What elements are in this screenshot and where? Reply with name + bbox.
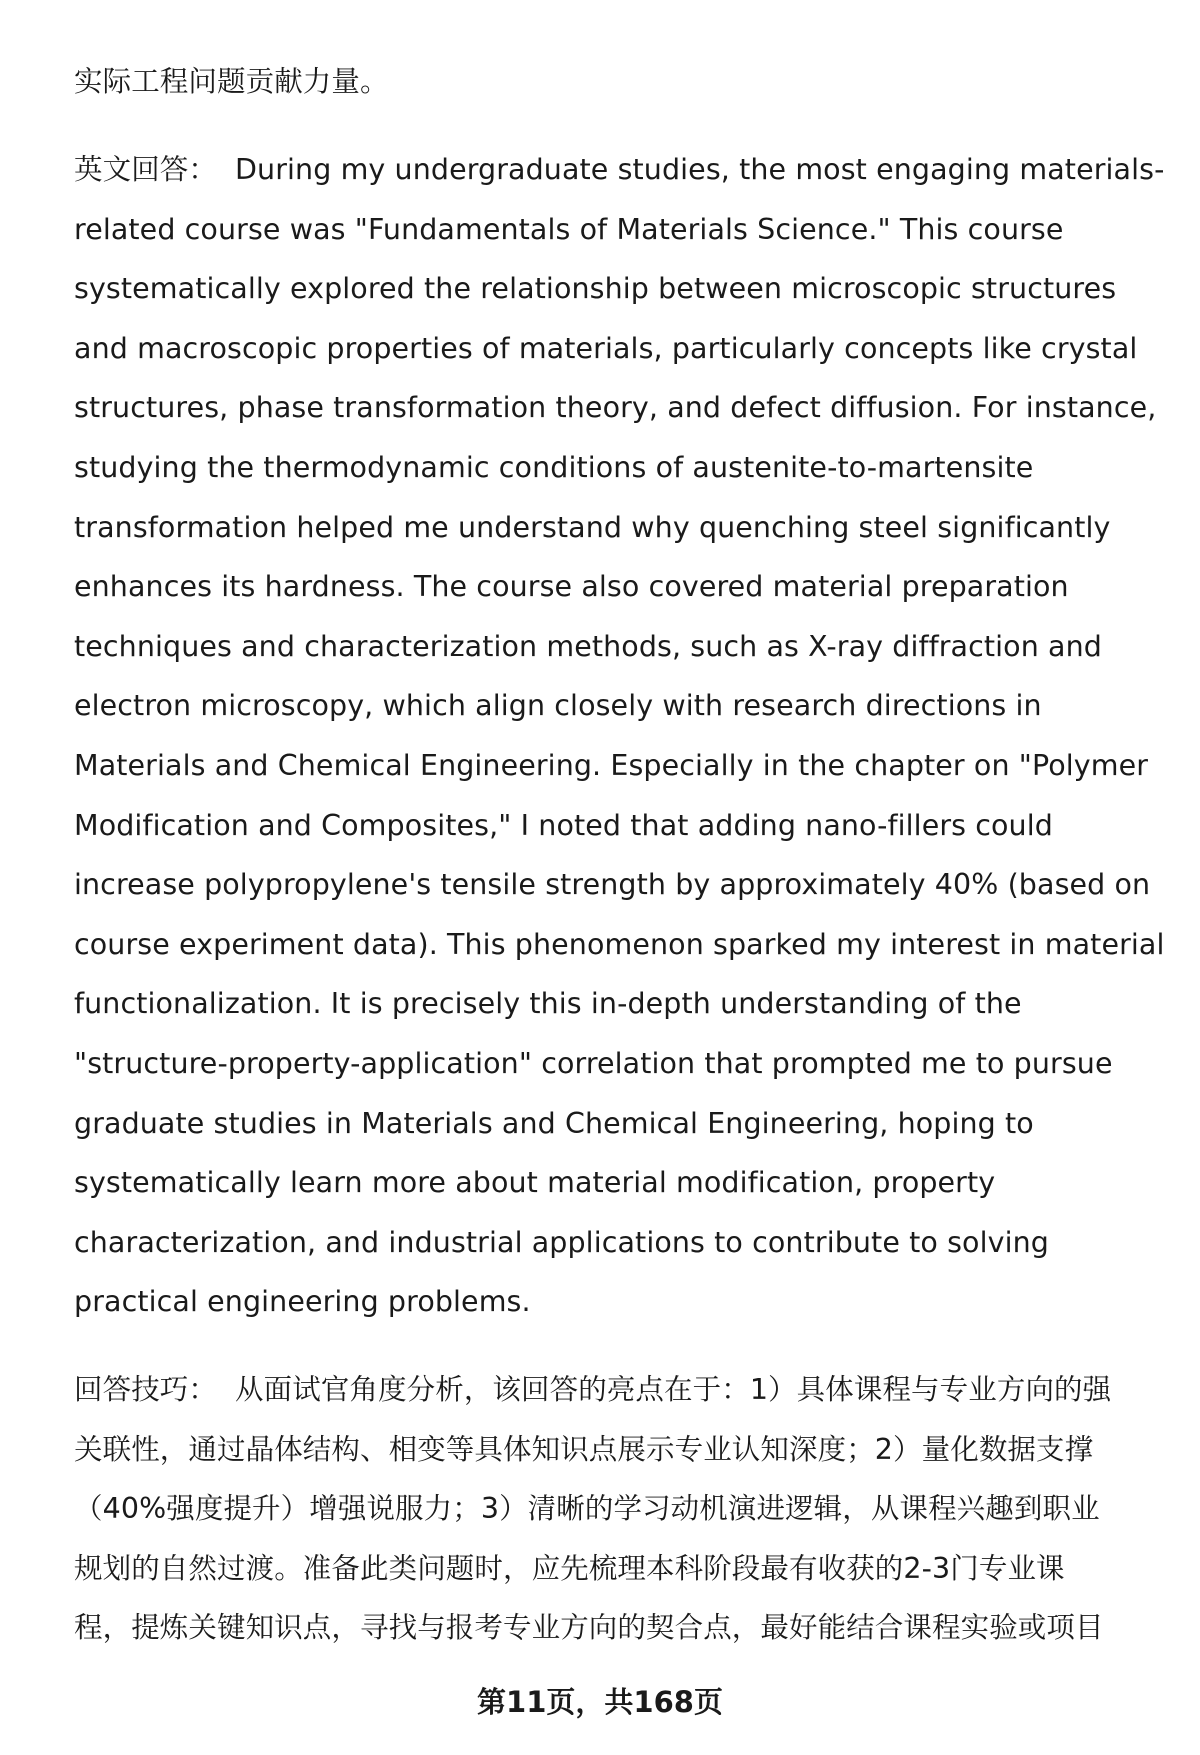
english-answer-label: 英文回答：	[74, 153, 218, 186]
paragraph-line: electron microscopy, which align closely with research directions in	[74, 689, 1042, 723]
paragraph-line: graduate studies in Materials and Chemical Engineering, hoping to	[74, 1106, 1034, 1140]
paragraph-line: Materials and Chemical Engineering. Especially in the chapter on "Polymer	[74, 748, 1149, 782]
tips-text: 从面试官角度分析，该回答的亮点在于：1）具体课程与专业方向的强	[235, 1373, 1112, 1406]
english-answer-text: During my undergraduate studies, the most engaging materials-	[235, 153, 1165, 186]
paragraph-line: 实际工程问题贡献力量。	[74, 65, 389, 98]
paragraph-line: techniques and characterization methods, such as X-ray diffraction and	[74, 629, 1102, 663]
paragraph-line: （40%强度提升）增强说服力；3）清晰的学习动机演进逻辑，从课程兴趣到职业	[74, 1492, 1100, 1526]
paragraph-line: 关联性，通过晶体结构、相变等具体知识点展示专业认知深度；2）量化数据支撑	[74, 1432, 1094, 1466]
intro-paragraph	[74, 52, 1154, 112]
paragraph-line: related course was "Fundamentals of Materials Science." This course	[74, 212, 1064, 246]
page-number: 第11页，共168页	[477, 1685, 723, 1719]
paragraph-line	[74, 140, 1165, 200]
english-answer-paragraph	[74, 140, 1165, 1332]
tips-label: 回答技巧：	[74, 1373, 218, 1406]
paragraph-line: and macroscopic properties of materials, particularly concepts like crystal	[74, 331, 1138, 365]
paragraph-line: course experiment data). This phenomenon sparked my interest in material	[74, 927, 1165, 961]
paragraph-line: "structure-property-application" correlation that prompted me to pursue	[74, 1046, 1113, 1080]
paragraph-line: 程，提炼关键知识点，寻找与报考专业方向的契合点，最好能结合课程实验或项目	[74, 1611, 1104, 1645]
paragraph-line: characterization, and industrial applications to contribute to solving	[74, 1225, 1049, 1259]
paragraph-line	[74, 1360, 1154, 1420]
paragraph-line: Modification and Composites," I noted that adding nano-fillers could	[74, 808, 1053, 842]
paragraph-line: enhances its hardness. The course also covered material preparation	[74, 570, 1069, 604]
paragraph-line: systematically explored the relationship between microscopic structures	[74, 272, 1117, 306]
paragraph-line: studying the thermodynamic conditions of austenite-to-martensite	[74, 450, 1034, 484]
paragraph-line: structures, phase transformation theory, and defect diffusion. For instance,	[74, 391, 1157, 425]
paragraph-line: transformation helped me understand why quenching steel significantly	[74, 510, 1111, 544]
paragraph-line: increase polypropylene's tensile strength by approximately 40% (based on	[74, 868, 1151, 902]
paragraph-line: 规划的自然过渡。准备此类问题时，应先梳理本科阶段最有收获的2-3门专业课	[74, 1551, 1065, 1585]
paragraph-line: practical engineering problems.	[74, 1285, 531, 1319]
tips-paragraph	[74, 1360, 1154, 1658]
paragraph-line: systematically learn more about material modification, property	[74, 1166, 996, 1200]
paragraph-line: functionalization. It is precisely this in-depth understanding of the	[74, 987, 1022, 1021]
